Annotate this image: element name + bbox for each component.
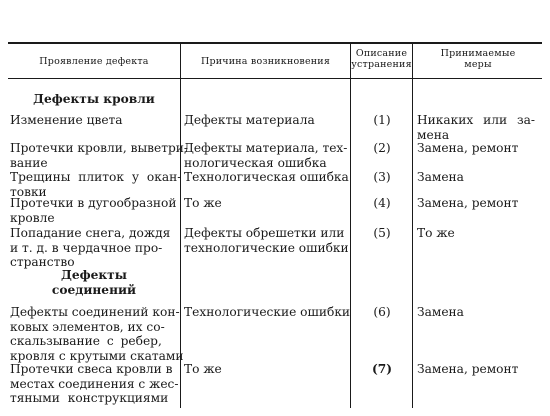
defect-line: Попадание снега, дождя bbox=[10, 226, 171, 240]
description-number: (1) bbox=[373, 113, 391, 127]
header-measures-line: Принимаемые bbox=[440, 48, 516, 59]
defect-line: Дефекты соединений кон- bbox=[10, 305, 180, 319]
description-number: (6) bbox=[373, 305, 391, 319]
defect-cell bbox=[10, 113, 123, 128]
cause-line: Дефекты обрешетки или bbox=[184, 226, 345, 240]
defect-cell bbox=[10, 305, 183, 363]
header-description-line: устранения bbox=[351, 59, 412, 70]
section-title bbox=[8, 268, 180, 298]
cause-line: Дефекты материала, тех- bbox=[184, 141, 348, 155]
header-description bbox=[351, 48, 412, 70]
measures-line: Замена bbox=[417, 305, 464, 319]
cause-cell bbox=[184, 196, 222, 211]
defect-cell bbox=[10, 141, 188, 170]
cause-cell bbox=[184, 226, 349, 255]
header-rule bbox=[8, 78, 542, 79]
cause-line: Технологические ошибки bbox=[184, 305, 351, 319]
header-manifestation: Проявление дефекта bbox=[39, 56, 149, 67]
cause-line: Дефекты материала bbox=[184, 113, 315, 127]
header-measures bbox=[413, 48, 543, 70]
measures-cell bbox=[417, 196, 518, 211]
defect-line: товки bbox=[10, 184, 47, 199]
header-cause: Причина возникновения bbox=[200, 56, 331, 67]
defect-line: Трещины плиток у окан- bbox=[10, 170, 182, 184]
measures-line: Замена, ремонт bbox=[417, 141, 519, 155]
cause-cell bbox=[184, 141, 347, 170]
column-divider bbox=[412, 42, 413, 408]
defect-cell bbox=[10, 362, 179, 406]
cause-line: Технологическая ошибка bbox=[184, 170, 349, 184]
top-rule bbox=[8, 42, 542, 44]
cause-cell bbox=[184, 170, 349, 185]
measures-cell bbox=[417, 226, 455, 241]
section-title-line: соединений bbox=[51, 283, 137, 297]
measures-cell bbox=[417, 170, 464, 185]
defect-line: Протечки в дугообразной bbox=[10, 196, 177, 210]
defect-line: местах соединения с жес- bbox=[10, 376, 179, 391]
description-number: (5) bbox=[373, 226, 391, 240]
measures-line: Замена, ремонт bbox=[417, 196, 519, 210]
defect-line: ковых элементов, их со- bbox=[10, 319, 165, 334]
measures-cell bbox=[417, 113, 535, 142]
defect-line: и т. д. в чердачное про- bbox=[10, 240, 163, 255]
header-description-line: Описание bbox=[355, 48, 408, 59]
cause-line: То же bbox=[184, 196, 222, 210]
section-title: Дефекты кровли bbox=[33, 92, 155, 106]
measures-cell bbox=[417, 362, 518, 377]
cause-line: технологические ошибки bbox=[184, 240, 349, 255]
defect-line: Изменение цвета bbox=[10, 113, 123, 127]
cause-cell bbox=[184, 305, 350, 320]
measures-line: Замена, ремонт bbox=[417, 362, 519, 376]
description-number: (3) bbox=[373, 170, 391, 184]
section-title-line: Дефекты bbox=[61, 268, 127, 282]
defect-line: тяными конструкциями bbox=[10, 391, 169, 405]
cause-cell bbox=[184, 113, 315, 128]
defect-line: кровля с крутыми скатами bbox=[10, 348, 184, 363]
defect-cell bbox=[10, 226, 170, 270]
defect-line: вание bbox=[10, 155, 48, 170]
defect-line: Протечки свеса кровли в bbox=[10, 362, 173, 376]
measures-line: Замена bbox=[417, 170, 464, 184]
defect-line: Протечки кровли, выветри- bbox=[10, 141, 189, 155]
description-number: (7) bbox=[371, 362, 392, 376]
defect-line: скальзывание с ребер, bbox=[10, 334, 162, 348]
cause-cell bbox=[184, 362, 222, 377]
column-divider bbox=[350, 42, 351, 408]
measures-cell bbox=[417, 141, 518, 156]
measures-line: То же bbox=[417, 226, 455, 240]
description-number: (2) bbox=[373, 141, 391, 155]
measures-cell bbox=[417, 305, 464, 320]
defect-line: странство bbox=[10, 255, 75, 269]
defect-cell bbox=[10, 170, 181, 199]
defect-cell bbox=[10, 196, 177, 225]
measures-line: мена bbox=[417, 127, 450, 142]
cause-line: нологическая ошибка bbox=[184, 155, 327, 170]
cause-line: То же bbox=[184, 362, 222, 376]
description-number: (4) bbox=[373, 196, 391, 210]
measures-line: Никаких или за- bbox=[417, 113, 536, 127]
header-measures-line: меры bbox=[464, 59, 492, 70]
defect-line: кровле bbox=[10, 210, 55, 225]
